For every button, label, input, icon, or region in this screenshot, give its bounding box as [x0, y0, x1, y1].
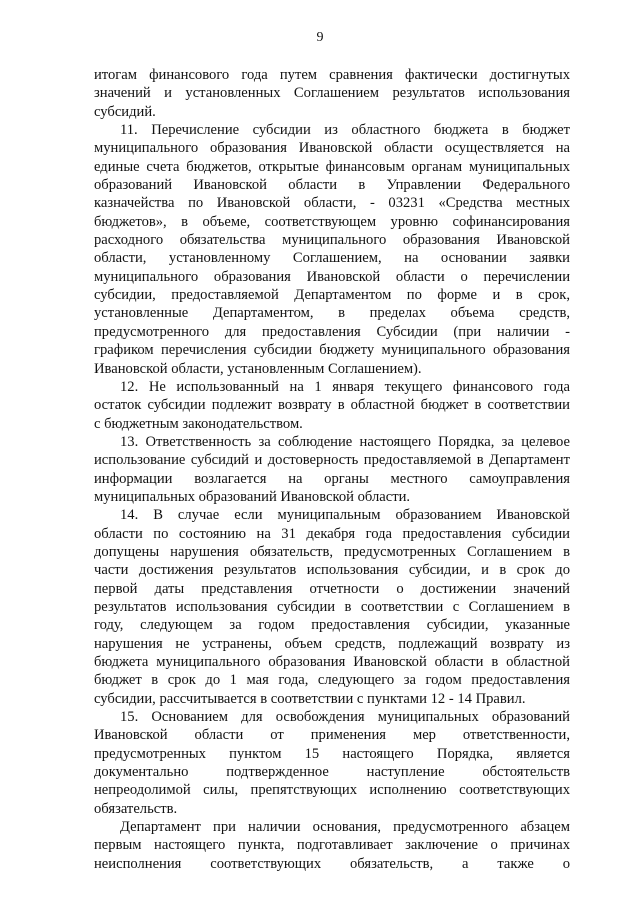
- text-line: бюджет в срок до 1 мая года, следующего за годом предоставления: [94, 672, 570, 689]
- text-line: расходного обязательства муниципального образования Ивановской: [94, 232, 570, 249]
- text-line: 13. Ответственность за соблюдение настоящего Порядка, за целевое: [120, 433, 570, 450]
- text-line: использование субсидий и достоверность предоставляемой в Департамент: [94, 452, 570, 469]
- text-line: 14. В случае если муниципальным образованием Ивановской: [120, 507, 570, 524]
- document-body: [94, 66, 570, 873]
- text-line: области, установленному Соглашением, на основании заявки: [94, 250, 570, 267]
- text-line: единые счета бюджетов, открытые финансовым органам муниципальных: [94, 158, 570, 175]
- text-line: Департамент при наличии основания, предусмотренного абзацем: [120, 819, 570, 836]
- text-line: Ивановской области от применения мер ответственности,: [94, 727, 570, 744]
- text-line: муниципальных образований Ивановской области.: [94, 488, 411, 505]
- text-line: графиком перечисления субсидии бюджету муниципального образования: [94, 342, 570, 359]
- text-line: 11. Перечисление субсидии из областного бюджета в бюджет: [120, 122, 570, 139]
- paragraph-12: [94, 378, 570, 433]
- text-line: с бюджетным законодательством.: [94, 415, 303, 432]
- text-line: муниципального образования Ивановской области осуществляется на: [94, 140, 570, 157]
- text-line: году, следующем за годом предоставления субсидии, указанные: [94, 617, 570, 634]
- text-line: казначейства по Ивановской области, - 03231 «Средства местных: [94, 195, 570, 212]
- text-line: субсидии, рассчитывается в соответствии с пунктами 12 - 14 Правил.: [94, 690, 526, 707]
- text-line: образований Ивановской области в Управлении Федерального: [94, 177, 570, 194]
- text-line: результатов использования субсидии в соответствии с Соглашением в: [94, 598, 570, 615]
- text-line: бюджета муниципального образования Ивановской области в областной: [94, 654, 570, 670]
- text-line: первой даты представления отчетности о достижении значений: [94, 580, 570, 597]
- text-line: части достижения результатов использования субсидии, и в срок до: [94, 562, 570, 579]
- text-line: 12. Не использованный на 1 января текущего финансового года: [120, 378, 570, 395]
- text-line: муниципального образования Ивановской области о перечислении: [94, 268, 570, 285]
- text-line: субсидий.: [94, 103, 156, 120]
- text-line: значений и установленных Соглашением результатов использования: [94, 85, 570, 102]
- text-line: нарушения не устранены, объем средств, подлежащий возврату из: [94, 635, 570, 652]
- paragraph-14: [94, 506, 570, 708]
- text-line: первым настоящего пункта, подготавливает заключение о причинах: [94, 837, 570, 854]
- paragraph-continuation: [94, 66, 570, 121]
- paragraph-department: [94, 818, 570, 873]
- text-line: допущены нарушения обязательств, предусмотренных Соглашением в: [94, 543, 570, 560]
- text-line: предусмотренного для предоставления Субсидии (при наличии -: [94, 323, 570, 340]
- paragraph-11: [94, 121, 570, 378]
- page-number: 9: [316, 30, 324, 45]
- text-line: документально подтвержденное наступление обстоятельств: [94, 764, 570, 781]
- text-line: непреодолимой силы, препятствующих исполнению соответствующих: [94, 782, 570, 799]
- text-line: предусмотренных пунктом 15 настоящего Порядка, является: [94, 745, 570, 762]
- text-line: Ивановской области, установленным Соглашением).: [94, 360, 422, 377]
- text-line: 15. Основанием для освобождения муниципальных образований: [120, 709, 570, 726]
- text-line: установленные Департаментом, в пределах объема средств,: [94, 305, 570, 322]
- text-line: области по состоянию на 31 декабря года предоставления субсидии: [94, 525, 570, 542]
- text-line: субсидии, предоставляемой Департаментом по форме и в срок,: [94, 287, 570, 304]
- text-line: итогам финансового года путем сравнения фактически достигнутых: [94, 67, 570, 83]
- text-line: остаток субсидии подлежит возврату в областной бюджет в соответствии: [94, 397, 570, 414]
- text-line: неисполнения соответствующих обязательств, а также о: [94, 855, 570, 872]
- text-line: бюджетов», в объеме, соответствующем уровню софинансирования: [94, 213, 570, 230]
- paragraph-15: [94, 708, 570, 818]
- text-line: обязательств.: [94, 800, 178, 817]
- text-line: информации возлагается на органы местного самоуправления: [94, 470, 570, 487]
- paragraph-13: [94, 433, 570, 506]
